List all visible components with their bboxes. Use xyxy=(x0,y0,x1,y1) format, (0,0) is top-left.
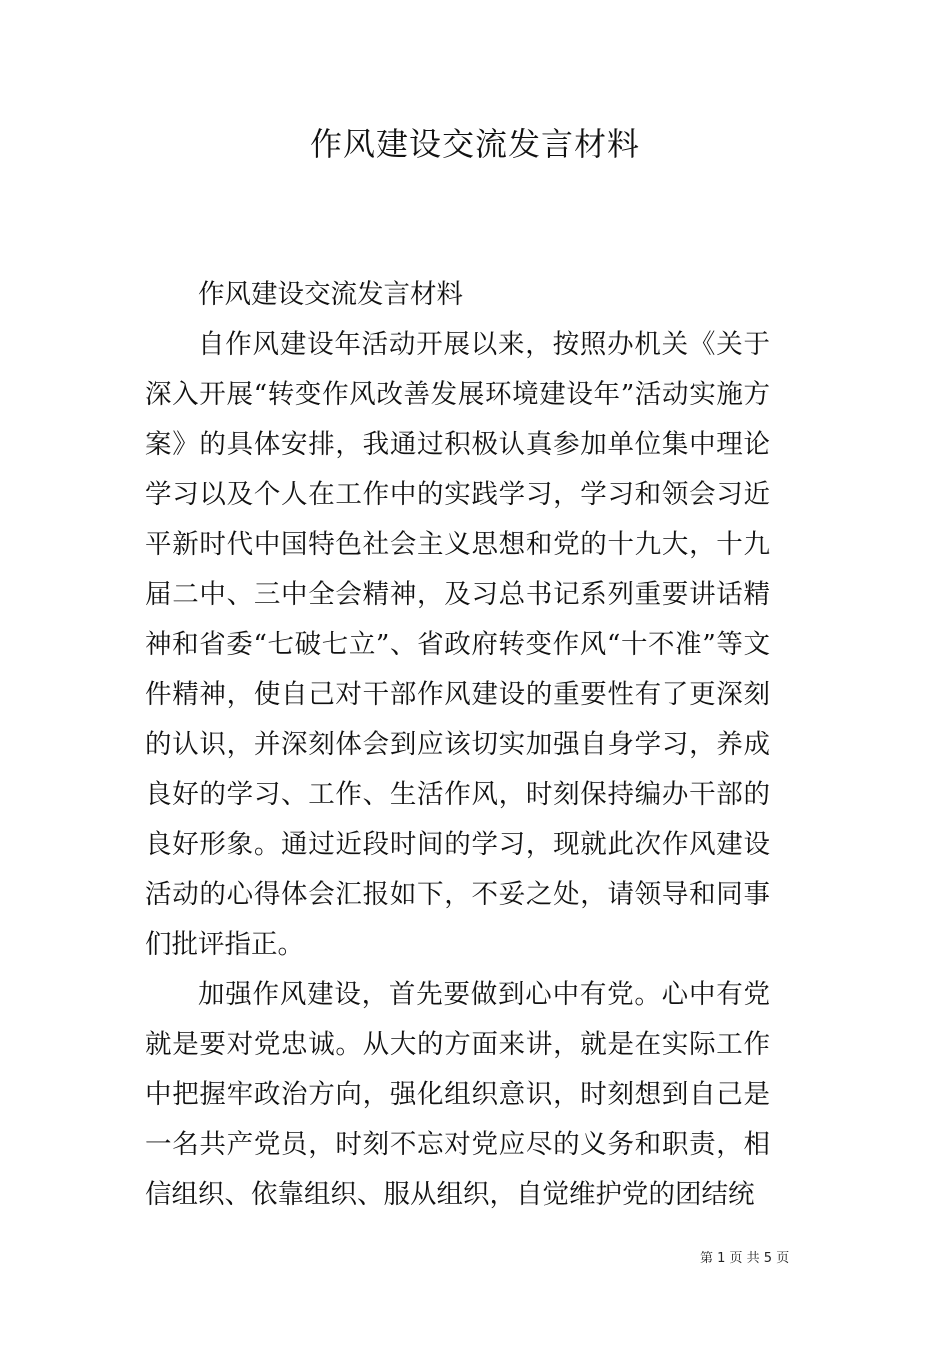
document-body xyxy=(145,270,770,1220)
paragraph-heading: 作风建设交流发言材料 xyxy=(198,279,463,310)
paragraph-party: 加强作风建设，首先要做到心中有党。心中有党就是要对党忠诚。从大的方面来讲，就是在实际工作中把握牢政治方向，强化组织意识，时刻想到自己是一名共产党员，时刻不忘对党应尽的义务和职责，相信组织、依靠组织、服从组织，自觉维护党的团结统 xyxy=(145,979,770,1210)
paragraph-intro: 自作风建设年活动开展以来，按照办机关《关于深入开展“转变作风改善发展环境建设年”活动实施方案》的具体安排，我通过积极认真参加单位集中理论学习以及个人在工作中的实践学习，学习和领会习近平新时代中国特色社会主义思想和党的十九大，十九届二中、三中全会精神，及习总书记系列重要讲话精神和省委“七破七立”、省政府转变作风“十不准”等文件精神，使自己对干部作风建设的重要性有了更深刻的认识，并深刻体会到应该切实加强自身学习，养成良好的学习、工作、生活作风，时刻保持编办干部的良好形象。通过近段时间的学习，现就此次作风建设活动的心得体会汇报如下，不妥之处，请领导和同事们批评指正。 xyxy=(145,329,770,960)
page-number: 第 1 页 共 5 页 xyxy=(700,1251,790,1266)
document-title: 作风建设交流发言材料 xyxy=(309,125,640,163)
